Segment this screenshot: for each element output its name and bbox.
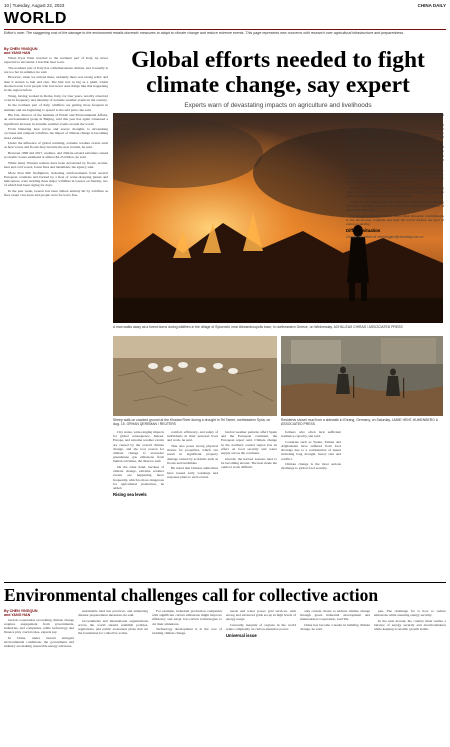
paragraph: For example, industrial production companies with significant carbon emissions might improve efficiency and adopt low-carbon technologies to cut their emissions. (152, 609, 222, 626)
top-story-right-column (346, 113, 444, 580)
section-title: WORLD (4, 10, 67, 27)
paragraph: In China, under current stringent environmental conditions, the government and industry are making renewable energy advances. (4, 636, 74, 649)
paragraph: There are also disputes among developed countries and developing countries regarding whether rich countries should shoulder more of the burden, Ma said. (346, 199, 444, 213)
paragraph: Technology development is at the core of tackling climate change. (152, 627, 222, 636)
paragraph: On the other hand, because of climate change, extreme weather events are happening more frequently, which is more dangerous for agricultural production, he added. (113, 465, 164, 491)
paragraph: Governments and international organizations across the world should establish policies, regulations, and public awareness plans that set the foundation for collective action. (78, 618, 148, 636)
paragraph: While many Western nations have been devastated by floods, storms, heat and cold waves, forest fires and landslides, the agency said. (4, 160, 108, 169)
page-header (4, 3, 446, 11)
top-story-deck: Experts warn of devastating impacts on agriculture and livelihoods (184, 102, 372, 109)
paragraph: comfort, efficiency, and safety of individuals in their personal lives and work, he said. (167, 430, 218, 443)
paragraph: This also poses strong physical threats for properties, which can result in significant property damage caused by accidents such as floods and landslides. (167, 444, 218, 465)
writer-contact: Contact the writers at chenyingqun@chinadaily.com.cn (346, 235, 424, 240)
paragraph: When Ilyas Wani traveled to the northern part of Italy, he never expected to encounter a horrible heat wave. (4, 55, 108, 65)
editors-note: Editor's note: The staggering cost of the damage to the environment entails domestic measures to adapt to climate change and reduce extreme events. This page represents new concerns with research over agricultural infrastructure and preparedness. (4, 31, 405, 35)
paragraph: Global cooperation on tackling climate change requires engagement from governments, industries, and companies, while technology and finance play crucial roles, experts say. (4, 617, 74, 635)
paragraph: In the next decade, the country must realize a balance of energy security and decarbonization while keeping economic growth stable. (374, 618, 446, 632)
sheep-photo-caption: Sheep walk on cracked ground at the Khadan River during a drought in Tel Tamer, northeastern Syria, on Aug. 15. ORHAN QEREMAN / REUTERS (113, 418, 271, 426)
paragraph: However, when we arrived there, suddenly there was strong wind, and then it started to hail and rain. The hail was as big as a plum, which shocked even local people who had never seen things like that happening in the region before. (4, 75, 108, 93)
subhead-difficult-situation: Difficult situation (346, 228, 381, 234)
paragraph: He noted that Chinese authorities have issued early warnings and response plans to such events. (167, 466, 218, 479)
bottom-column-1 (4, 609, 74, 745)
mid-column-1 (113, 430, 164, 580)
paragraph: Developed economies should honor their financial commitments to the developing countries and help the world achieve the goal of carbon neutrality. (346, 213, 444, 227)
top-story-body (4, 56, 108, 197)
top-story-byline: By CHEN YINGQUN and YANG HAN (4, 47, 38, 56)
main-photo-caption: A man walks away as a forest burns during wildfires in the village of Sykorrahi, near Alexandroupolis town, in northeastern Greece, on Wednesday. ACHILLEAS CHIRAS / ASSOCIATED PRESS (113, 325, 403, 329)
paragraph: City states, wide-ranging impacts for global consequence. Indeed, Europe, and extreme weather events are caused by the overall climate change, and the root reason for climate change is excessive greenhouse gas emissions from human activities, the director said. (113, 430, 164, 464)
paragraph: only current choice to address climate change through green industrial development and international cooperation, said Yin. (300, 609, 370, 622)
paragraph: Overall, the harvest seasons tend to be becoming shorter. The heat made the outdoor work difficult. (221, 456, 277, 470)
paragraph: Between 1998 and 2017, weather- and climate-related extremes caused economic losses estimated at almost $2.25 trillion, he said. (4, 151, 108, 160)
paragraph: From blistering heat waves and severe droughts to devastating cyclones and rampant wildfires, the impact of climate change is becoming more evident. (4, 127, 108, 140)
paragraph: China has become a leader in building climate change, he said. (300, 623, 370, 632)
paragraph: The northern part of Italy has a Mediterranean climate, and it usually is not too hot in summer, he said. (4, 65, 108, 74)
paragraph: farmers who often lack sufficient resilience capacity, she said. (281, 430, 341, 439)
bottom-column-4 (226, 609, 296, 745)
bottom-story-byline: By CHEN YINGQUN and YANG HAN (4, 609, 38, 618)
paper-name: CHINA DAILY (417, 3, 446, 8)
paragraph: needs and water power grid services, with strong and advanced grids set up in high levels of energy usage. (226, 609, 296, 622)
paragraph: But meanwhile, the world is facing the impacts of the pandemic, volatility in the energy market, and increasing geopolitical tensions, leading major economies to pay more attention to energy security, food security and supply chain security. (346, 167, 444, 185)
paragraph: Countries such as Sudan, Yemen and Afghanistan have suffered from food shortage due to a combination of issues including long drought, heavy rain and conflict. (281, 439, 341, 461)
top-story-left-column (4, 47, 108, 579)
bottom-story-headline: Environmental challenges call for collective action (4, 585, 379, 605)
bottom-column-6 (374, 609, 446, 745)
photo-sheep-drought (113, 336, 277, 416)
paragraph: sustainable land use practices, and enhancing disaster preparedness measures, he said. (78, 609, 148, 618)
subhead-rising-sea-levels: Rising sea levels (113, 492, 147, 498)
paragraph: In the past 200 years, carbon emissions have been increasing rather than decreasing. Therefore, there is currently no reliable pathway to guarantee the targets would be met. (346, 185, 444, 199)
paragraph: Wang, having worked in Rome, Italy, for four years, notably observed a rise in frequency and intensity of extreme weather events in the country. (4, 93, 108, 102)
paragraph: Currently, inequity of regions in the world relies completely on carbon-intensive power. (226, 623, 296, 632)
page-number-date: 10 | Tuesday, August 22, 2023 (4, 3, 65, 8)
paragraph: His fate, director of the Institute of Public and Environmental Affairs, an environmental group in Beijing, said this year has again witnessed a significant increase in extreme weather events around the world. (4, 113, 108, 126)
paragraph: Under the influence of global warming, extreme weather events such as heat waves and floods may become the new normal, he said. (4, 141, 108, 150)
paragraph: In the past week, Greece has been almost entirely hit by wildfires as fires swept vast areas and people were forced to flee. (4, 188, 108, 197)
section-rule (4, 29, 446, 30)
paragraph: Climate change is the most serious challenge to global food security. (281, 462, 341, 471)
paragraph: pen. The challenge for is how to reduce emissions while ensuring energy security. (374, 609, 446, 618)
bottom-column-2 (78, 609, 148, 745)
flood-photo-caption: Residents shovel mud from a sidewalk in Ehrang, Germany, on Saturday. JAMIE HENT-HUMENBERG & ASSOCIATED PRESS (281, 418, 439, 426)
subhead-universal-issue: Universal issue (226, 633, 257, 639)
top-story-headline: Global efforts needed to fight climate change, say expert (131, 47, 425, 98)
bottom-column-5 (300, 609, 370, 745)
paragraph: More than 600 firefighters, including reinforcements from several European countries and backed by a fleet of water-dropping planes and helicopters, were tackling three major wildfires in Greece on Sunday, two of which had been raging for days. (4, 170, 108, 188)
bottom-column-3 (152, 609, 222, 745)
mid-column-2 (167, 430, 218, 580)
mid-column-4 (281, 430, 341, 580)
mid-column-3 (221, 430, 277, 580)
paragraph: for military actions, posing a threat to national stability and security, he said. (346, 113, 444, 122)
paragraph: In the northern part of Italy, wildfires are getting more frequent in summer and are beginning to spread to the arid parts, she said. (4, 103, 108, 112)
paragraph: Ma summarized that the global decarbonization processes would also intensify geopolitical tensions. According to her research, 11 countries, including India and Pakistan, would be financially vulnerable to climate change, leading to increasing risks of unrest and migration, and demand for foreign aid in the future. (346, 122, 444, 144)
paragraph: Global weather patterns affect Spain and the European continent, the European report said. Climate change in the northern coastal region has an effect on food security and water supply across the continent. (221, 430, 277, 456)
story-divider (4, 582, 446, 583)
paragraph: Ma, who is founder of the Public and Environmental Affairs said the threat posed by climate change is indeed urgent, and it is a pressing topic that more than 190 parties have joined the Paris Agreement with a goal to combat climate change by limiting global warming to well below 2 degrees Celsius above preindustrial levels. (346, 145, 444, 167)
